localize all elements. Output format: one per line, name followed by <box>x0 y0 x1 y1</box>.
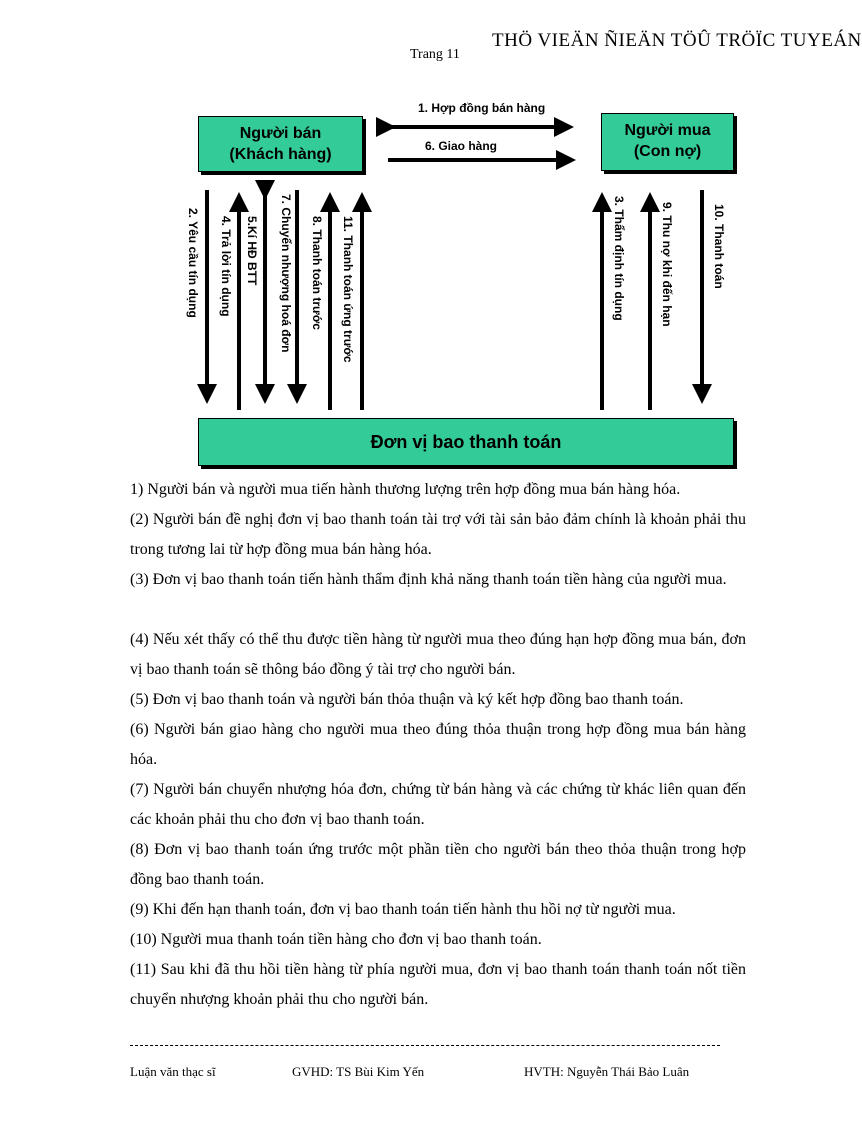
label-flow-2: 2. Yêu cầu tín dụng <box>186 208 200 318</box>
label-flow-10: 10. Thanh toán <box>712 204 726 289</box>
paragraph-2: (2) Người bán đề nghị đơn vị bao thanh toán tài trợ với tài sản bảo đảm chính là khoản phải thu trong tương lai từ hợp đồng mua bán hàng hóa. <box>130 511 746 558</box>
label-delivery: 6. Giao hàng <box>425 139 498 153</box>
paragraph-1: 1) Người bán và người mua tiến hành thương lượng trên hợp đồng mua bán hàng hóa. <box>130 481 681 498</box>
paragraph-9: (9) Khi đến hạn thanh toán, đơn vị bao thanh toán tiến hành thu hồi nợ từ người mua. <box>130 901 676 918</box>
footer-divider <box>130 1045 720 1046</box>
label-flow-9: 9. Thu nợ khi đến hạn <box>660 202 674 327</box>
label-flow-7: 7. Chuyển nhượng hoá đơn <box>279 194 293 353</box>
library-header: THÖ VIEÄN ÑIEÄN TÖÛ TRÖÏC TUYEÁN <box>492 30 862 51</box>
buyer-subtitle: (Con nợ) <box>633 143 702 160</box>
page-number: Trang 11 <box>410 47 460 62</box>
paragraph-6: (6) Người bán giao hàng cho người mua theo đúng thỏa thuận trong hợp đồng mua bán hàng hóa. <box>130 721 746 768</box>
seller-box <box>198 116 363 172</box>
paragraph-11: (11) Sau khi đã thu hồi tiền hàng từ phía người mua, đơn vị bao thanh toán thanh toán nốt tiền chuyển nhượng khoản phải thu cho người bán. <box>130 961 746 1008</box>
label-flow-4: 4. Trả lời tín dụng <box>219 216 233 317</box>
label-contract: 1. Hợp đồng bán hàng <box>418 101 546 115</box>
paragraph-10: (10) Người mua thanh toán tiền hàng cho đơn vị bao thanh toán. <box>130 931 542 948</box>
seller-subtitle: (Khách hàng) <box>229 146 332 163</box>
buyer-name: Người mua <box>624 122 711 139</box>
paragraph-8: (8) Đơn vị bao thanh toán ứng trước một phần tiền cho người bán theo thỏa thuận trong hợp đồng bao thanh toán. <box>130 841 746 888</box>
footer-author: HVTH: Nguyễn Thái Bảo Luân <box>524 1064 690 1079</box>
seller-name: Người bán <box>239 125 322 142</box>
label-flow-11: 11. Thanh toán ứng trước <box>341 216 355 363</box>
paragraph-3: (3) Đơn vị bao thanh toán tiến hành thẩm định khả năng thanh toán tiền hàng của người mua. <box>130 571 727 588</box>
paragraph-7: (7) Người bán chuyển nhượng hóa đơn, chứng từ bán hàng và các chứng từ khác liên quan đến các khoản phải thu cho đơn vị bao thanh toán. <box>130 781 746 828</box>
factoring-unit-box: Đơn vị bao thanh toán <box>198 418 734 466</box>
label-flow-8: 8. Thanh toán trước <box>310 216 324 330</box>
buyer-box <box>601 113 734 171</box>
label-flow-3: 3. Thẩm định tín dụng <box>612 196 626 321</box>
paragraph-4: (4) Nếu xét thấy có thể thu được tiền hàng từ người mua theo đúng hạn hợp đồng mua bán, đơn vị bao thanh toán sẽ thông báo đồng ý tài trợ cho người bán. <box>130 631 746 678</box>
footer-thesis: Luận văn thạc sĩ <box>130 1064 216 1079</box>
footer-supervisor: GVHD: TS Bùi Kim Yến <box>292 1064 425 1079</box>
label-flow-5: 5.Kí HĐ BTT <box>245 216 259 286</box>
paragraph-5: (5) Đơn vị bao thanh toán và người bán thỏa thuận và ký kết hợp đồng bao thanh toán. <box>130 691 684 708</box>
factoring-diagram <box>0 0 816 480</box>
